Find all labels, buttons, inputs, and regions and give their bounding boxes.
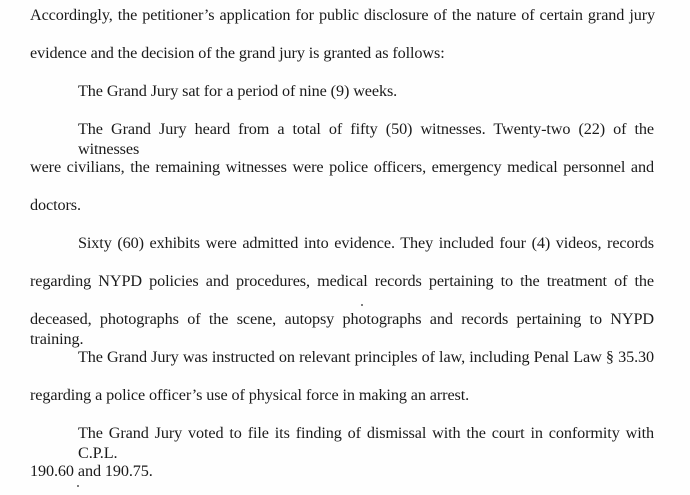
text-line-6: doctors. bbox=[30, 196, 81, 214]
text-line-12: The Grand Jury voted to file its finding of dismissal with the court in conformity with C.P.L. bbox=[78, 424, 654, 462]
text-line-13: 190.60 and 190.75. bbox=[30, 462, 153, 480]
text-line-11: regarding a police officer’s use of physical force in making an arrest. bbox=[30, 386, 470, 404]
text-line-10: The Grand Jury was instructed on relevant principles of law, including Penal Law § 35.30 bbox=[78, 348, 654, 366]
text-line-9: deceased, photographs of the scene, autopsy photographs and records pertaining to NYPD training. bbox=[30, 310, 654, 348]
scan-speck bbox=[361, 304, 363, 306]
text-line-2: evidence and the decision of the grand jury is granted as follows: bbox=[30, 44, 445, 62]
text-line-1: Accordingly, the petitioner’s application for public disclosure of the nature of certain grand jury bbox=[30, 6, 655, 24]
text-line-4: The Grand Jury heard from a total of fifty (50) witnesses. Twenty-two (22) of the witnesses bbox=[78, 120, 654, 158]
text-line-8: regarding NYPD policies and procedures, medical records pertaining to the treatment of the bbox=[30, 272, 654, 290]
text-line-5: were civilians, the remaining witnesses were police officers, emergency medical personnel and bbox=[30, 158, 654, 176]
text-line-7: Sixty (60) exhibits were admitted into evidence. They included four (4) videos, records bbox=[78, 234, 654, 252]
text-line-3: The Grand Jury sat for a period of nine (9) weeks. bbox=[78, 82, 398, 100]
scan-speck bbox=[77, 485, 79, 487]
